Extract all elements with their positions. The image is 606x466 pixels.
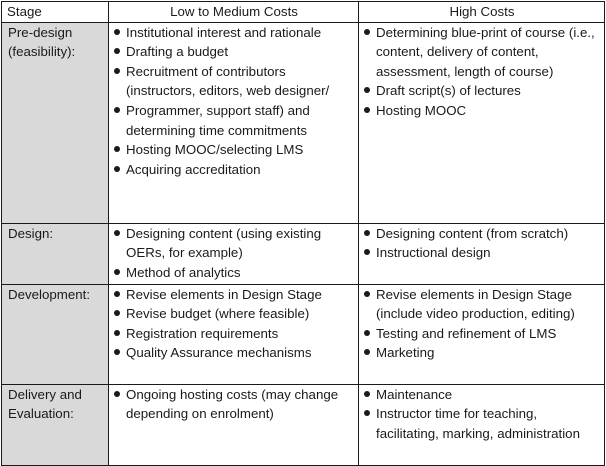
item-text: Acquiring accreditation <box>126 161 261 177</box>
bullet-icon <box>114 349 120 355</box>
list-item <box>114 62 354 101</box>
item-text: Revise budget (where feasible) <box>126 306 310 322</box>
list-item <box>364 343 600 363</box>
bullet-icon <box>364 230 370 236</box>
high-cost-cell <box>359 22 605 223</box>
list-item <box>114 304 354 324</box>
bullet-icon <box>364 349 370 355</box>
stage-cell: Delivery and Evaluation: <box>2 384 109 465</box>
low-cost-list <box>114 385 354 424</box>
high-cost-list <box>364 23 600 121</box>
table-row <box>2 22 605 223</box>
list-item <box>114 263 354 283</box>
item-text: Marketing <box>376 345 435 361</box>
item-text: Instructional design <box>376 245 491 261</box>
item-text: Hosting MOOC/selecting LMS <box>126 142 304 158</box>
item-text: Ongoing hosting costs (may change depending on enrolment) <box>126 386 339 422</box>
header-high-costs: High Costs <box>359 2 605 23</box>
bullet-icon <box>364 249 370 255</box>
bullet-icon <box>364 29 370 35</box>
bullet-icon <box>114 48 120 54</box>
item-text: Determining blue-print of course (i.e., content, delivery of content, assessment, length of course) <box>376 24 595 79</box>
bullet-icon <box>364 107 370 113</box>
low-cost-cell <box>109 284 359 384</box>
header-low-medium-costs: Low to Medium Costs <box>109 2 359 23</box>
item-text: Maintenance <box>376 386 453 402</box>
item-text: Method of analytics <box>126 264 241 280</box>
bullet-icon <box>114 107 120 113</box>
list-item <box>114 42 354 62</box>
bullet-icon <box>114 269 120 275</box>
header-row <box>2 2 605 23</box>
low-cost-cell <box>109 384 359 465</box>
bullet-icon <box>114 391 120 397</box>
list-item <box>364 224 600 244</box>
bullet-icon <box>114 166 120 172</box>
cost-table <box>1 1 605 466</box>
high-cost-list <box>364 385 600 444</box>
list-item <box>364 404 600 443</box>
high-cost-list <box>364 224 600 263</box>
list-item <box>364 324 600 344</box>
list-item <box>114 285 354 305</box>
table-row <box>2 284 605 384</box>
low-cost-list <box>114 23 354 180</box>
item-text: Revise elements in Design Stage <box>126 286 322 302</box>
bullet-icon <box>364 87 370 93</box>
item-text: Quality Assurance mechanisms <box>126 345 312 361</box>
list-item <box>364 243 600 263</box>
high-cost-cell <box>359 223 605 284</box>
table-row <box>2 384 605 465</box>
bullet-icon <box>114 291 120 297</box>
item-text: Designing content (using existing OERs, for example) <box>126 225 322 261</box>
item-text: Revise elements in Design Stage (include video production, editing) <box>376 286 575 322</box>
list-item <box>364 81 600 101</box>
low-cost-cell <box>109 22 359 223</box>
high-cost-cell <box>359 384 605 465</box>
list-item <box>364 23 600 82</box>
list-item <box>364 385 600 405</box>
bullet-icon <box>114 29 120 35</box>
bullet-icon <box>114 146 120 152</box>
list-item <box>114 23 354 43</box>
high-cost-cell <box>359 284 605 384</box>
item-text: Testing and refinement of LMS <box>376 325 557 341</box>
item-text: Recruitment of contributors (instructors, editors, web designer/ <box>126 63 330 99</box>
item-text: Registration requirements <box>126 325 279 341</box>
bullet-icon <box>114 330 120 336</box>
list-item <box>114 224 354 263</box>
item-text: Instructor time for teaching, facilitating, marking, administration <box>376 406 580 441</box>
bullet-icon <box>364 410 370 416</box>
list-item <box>114 160 354 180</box>
table-row <box>2 223 605 284</box>
item-text: Designing content (from scratch) <box>376 225 569 241</box>
bullet-icon <box>114 230 120 236</box>
list-item <box>114 101 354 140</box>
low-cost-list <box>114 285 354 363</box>
stage-cell: Pre-design (feasibility): <box>2 22 109 223</box>
list-item <box>364 101 600 121</box>
bullet-icon <box>364 291 370 297</box>
item-text: Programmer, support staff) and determining time commitments <box>126 102 310 138</box>
bullet-icon <box>114 310 120 316</box>
list-item <box>114 385 354 424</box>
bullet-icon <box>364 391 370 397</box>
list-item <box>114 140 354 160</box>
stage-cell: Development: <box>2 284 109 384</box>
low-cost-cell <box>109 223 359 284</box>
item-text: Hosting MOOC <box>376 102 467 118</box>
bullet-icon <box>364 330 370 336</box>
list-item <box>364 285 600 324</box>
bullet-icon <box>114 68 120 74</box>
list-item <box>114 324 354 344</box>
item-text: Draft script(s) of lectures <box>376 83 521 99</box>
item-text: Drafting a budget <box>126 44 229 60</box>
header-stage: Stage <box>2 2 109 23</box>
item-text: Institutional interest and rationale <box>126 24 322 40</box>
stage-cell: Design: <box>2 223 109 284</box>
high-cost-list <box>364 285 600 363</box>
list-item <box>114 343 354 363</box>
low-cost-list <box>114 224 354 283</box>
